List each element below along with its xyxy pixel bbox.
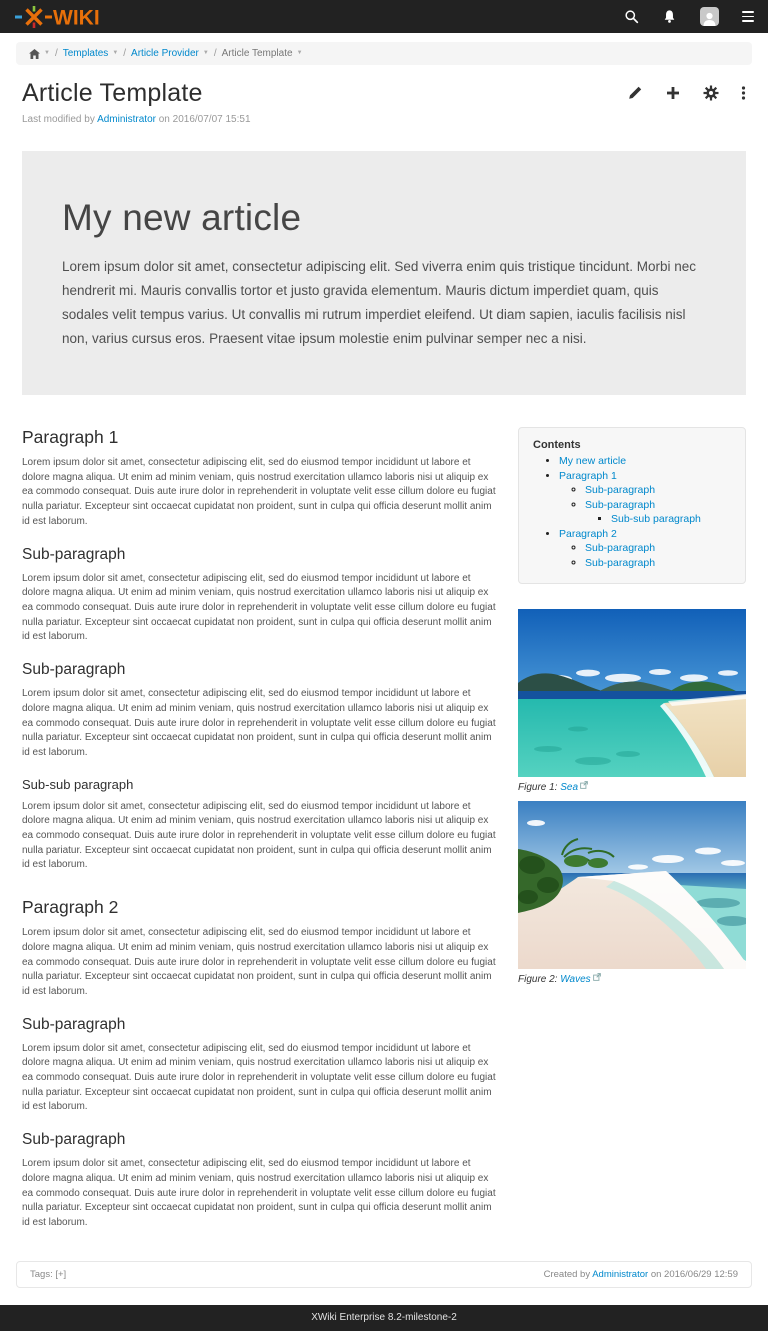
xwiki-logo[interactable]	[14, 5, 106, 29]
contents-list	[533, 454, 731, 570]
edit-button[interactable]	[627, 85, 643, 101]
figure-2-image-waves[interactable]	[518, 801, 746, 969]
bell-icon	[662, 9, 677, 24]
page-title: Article Template	[22, 79, 203, 107]
figure-1-link[interactable]: Sea	[560, 782, 579, 794]
toc-item	[559, 454, 731, 469]
article-hero	[22, 151, 746, 395]
document-footer-meta	[16, 1261, 752, 1288]
article-hero-lead: Lorem ipsum dolor sit amet, consectetur adipiscing elit. Sed viverra enim quis tristique tincidunt. Morbi nec hendrerit mi. Mauris convallis tortor et justo gravida elementum. Mauris dictum imperdiet quam, quis sodales velit tempus varius. Ut convallis mi rutrum imperdiet eleifend. Ut diam sapien, iaculis facilisis nisl non, varius cursus eros. Praesent vitae ipsum molestie enim pulvinar semper nec a nisi.	[62, 259, 697, 347]
section-body-0: Lorem ipsum dolor sit amet, consectetur adipiscing elit, sed do eiusmod tempor incididunt ut labore et dolore magna aliqua. Ut enim ad minim veniam, quis nostrud exercitation ullamco laboris nisi ut aliquip ex ea commodo consequat. Duis aute irure dolor in reprehenderit in voluptate velit esse cillum dolore eu fugiat nulla pariatur. Excepteur sint occaecat cupidatat non proident, sunt in culpa qui officia deserunt mollit anim id est laborum.	[22, 457, 496, 527]
content-columns	[0, 425, 768, 1241]
site-footer	[0, 1305, 768, 1331]
breadcrumb-home-link[interactable]	[29, 49, 40, 59]
kebab-menu-icon	[741, 85, 746, 101]
plus-icon	[665, 85, 681, 101]
toc-link-4[interactable]: Sub-sub paragraph	[611, 513, 701, 526]
drawer-menu-button[interactable]	[742, 11, 754, 21]
search-icon	[624, 9, 639, 24]
page-actions	[627, 79, 746, 101]
toc-link-0[interactable]: My new article	[559, 455, 627, 468]
home-caret-icon[interactable]: ▼	[44, 49, 50, 56]
created-by-user-link[interactable]: Administrator	[592, 1268, 649, 1280]
gear-icon	[703, 85, 719, 101]
toc-link-7[interactable]: Sub-paragraph	[585, 556, 656, 569]
create-button[interactable]	[665, 85, 681, 101]
xwiki-version-text: XWiki Enterprise 8.2-milestone-2	[311, 1311, 457, 1323]
pencil-icon	[627, 85, 643, 101]
right-sidebar	[518, 425, 746, 985]
breadcrumb-item-templates[interactable]: Templates	[62, 48, 109, 59]
home-icon	[29, 49, 40, 59]
created-meta: Created by Administrator on 2016/06/29 12:59	[543, 1268, 738, 1280]
section-body-1: Lorem ipsum dolor sit amet, consectetur adipiscing elit, sed do eiusmod tempor incididunt ut labore et dolore magna aliqua. Ut enim ad minim veniam, quis nostrud exercitation ullamco laboris nisi ut aliquip ex ea commodo consequat. Duis aute irure dolor in reprehenderit in voluptate velit esse cillum dolore eu fugiat nulla pariatur. Excepteur sint occaecat cupidatat non proident, sunt in culpa qui officia deserunt mollit anim id est laborum.	[22, 572, 496, 643]
breadcrumb-item-article-provider[interactable]: Article Provider	[131, 48, 199, 59]
figure-2-link[interactable]: Waves	[560, 974, 591, 986]
toc-link-1[interactable]: Paragraph 1	[559, 469, 617, 482]
section-body-6: Lorem ipsum dolor sit amet, consectetur adipiscing elit, sed do eiusmod tempor incididunt ut labore et dolore magna aliqua. Ut enim ad minim veniam, quis nostrud exercitation ullamco laboris nisi ut aliquip ex ea commodo consequat. Duis aute irure dolor in reprehenderit in voluptate velit esse cillum dolore eu fugiat nulla pariatur. Excepteur sint occaecat cupidatat non proident, sunt in culpa qui officia deserunt mollit anim id est laborum.	[22, 1158, 496, 1228]
contents-panel	[518, 427, 746, 584]
caret-down-icon[interactable]: ▼	[202, 49, 209, 56]
toc-link-5[interactable]: Paragraph 2	[559, 527, 617, 540]
figure-1-caption: Figure 1: Sea	[518, 781, 746, 793]
section-body-5: Lorem ipsum dolor sit amet, consectetur adipiscing elit, sed do eiusmod tempor incididunt ut labore et dolore magna aliqua. Ut enim ad minim veniam, quis nostrud exercitation ullamco laboris nisi ut aliquip ex ea commodo consequat. Duis aute irure dolor in reprehenderit in voluptate velit esse cillum dolore eu fugiat nulla pariatur. Excepteur sint occaecat cupidatat non proident, sunt in culpa qui officia deserunt mollit anim id est laborum.	[22, 1042, 496, 1113]
toc-item	[585, 498, 731, 513]
toc-item	[559, 469, 731, 484]
search-button[interactable]	[624, 9, 639, 24]
more-actions-button[interactable]	[741, 85, 746, 101]
user-avatar	[700, 7, 719, 26]
section-heading-6: Sub-paragraph	[22, 1131, 126, 1149]
notifications-button[interactable]	[662, 9, 677, 24]
article-body	[22, 425, 496, 1241]
xwiki-logo-icon	[14, 5, 106, 29]
figure-1	[518, 609, 746, 793]
user-menu-button[interactable]	[700, 7, 719, 26]
toc-link-6[interactable]: Sub-paragraph	[585, 542, 656, 555]
caret-down-icon[interactable]: ▼	[296, 49, 303, 56]
section-heading-5: Sub-paragraph	[22, 1015, 126, 1033]
toc-item	[585, 556, 731, 571]
section-heading-4: Paragraph 2	[22, 897, 119, 918]
toc-link-3[interactable]: Sub-paragraph	[585, 498, 656, 511]
section-heading-3: Sub-sub paragraph	[22, 776, 134, 792]
add-tag-button[interactable]: [+]	[55, 1268, 67, 1280]
toc-item	[585, 483, 731, 498]
toc-link-2[interactable]: Sub-paragraph	[585, 484, 656, 497]
figure-2	[518, 801, 746, 985]
tags-label: Tags:	[30, 1268, 53, 1280]
section-heading-1: Sub-paragraph	[22, 545, 126, 563]
settings-button[interactable]	[703, 85, 719, 101]
top-navbar	[0, 0, 768, 33]
figure-1-image-sea[interactable]	[518, 609, 746, 777]
section-body-2: Lorem ipsum dolor sit amet, consectetur adipiscing elit, sed do eiusmod tempor incididunt ut labore et dolore magna aliqua. Ut enim ad minim veniam, quis nostrud exercitation ullamco laboris nisi ut aliquip ex ea commodo consequat. Duis aute irure dolor in reprehenderit in voluptate velit esse cillum dolore eu fugiat nulla pariatur. Excepteur sint occaecat cupidatat non proident, sunt in culpa qui officia deserunt mollit anim id est laborum.	[22, 688, 496, 758]
page-header	[0, 65, 768, 125]
article-hero-title: My new article	[62, 197, 302, 238]
contents-title: Contents	[533, 439, 581, 452]
breadcrumb-item-current: Article Template	[221, 48, 293, 59]
person-icon	[701, 11, 718, 26]
external-link-icon	[593, 973, 601, 984]
section-body-4: Lorem ipsum dolor sit amet, consectetur adipiscing elit, sed do eiusmod tempor incididunt ut labore et dolore magna aliqua. Ut enim ad minim veniam, quis nostrud exercitation ullamco laboris nisi ut aliquip ex ea commodo consequat. Duis aute irure dolor in reprehenderit in voluptate velit esse cillum dolore eu fugiat nulla pariatur. Excepteur sint occaecat cupidatat non proident, sunt in culpa qui officia deserunt mollit anim id est laborum.	[22, 927, 496, 997]
section-heading-2: Sub-paragraph	[22, 661, 126, 679]
external-link-icon	[580, 781, 588, 792]
modified-by-user-link[interactable]: Administrator	[97, 114, 156, 125]
logo-wordmark: WIKI	[53, 6, 100, 29]
toc-item	[585, 541, 731, 556]
hamburger-icon	[742, 11, 754, 13]
section-heading-0: Paragraph 1	[22, 427, 119, 448]
caret-down-icon[interactable]: ▼	[112, 49, 119, 56]
section-body-3: Lorem ipsum dolor sit amet, consectetur adipiscing elit, sed do eiusmod tempor incididunt ut labore et dolore magna aliqua. Ut enim ad minim veniam, quis nostrud exercitation ullamco laboris nisi ut aliquip ex ea commodo consequat. Duis aute irure dolor in reprehenderit in voluptate velit esse cillum dolore eu fugiat nulla pariatur. Excepteur sint occaecat cupidatat non proident, sunt in culpa qui officia deserunt mollit anim id est laborum.	[22, 800, 496, 871]
last-modified-meta: Last modified by Administrator on 2016/07/07 15:51	[22, 114, 251, 125]
breadcrumb: ▼ / Templates ▼ / Article Provider ▼ / Article Template ▼	[16, 42, 752, 65]
toc-item	[611, 512, 731, 527]
figure-2-caption: Figure 2: Waves	[518, 973, 746, 985]
toc-item	[559, 527, 731, 542]
